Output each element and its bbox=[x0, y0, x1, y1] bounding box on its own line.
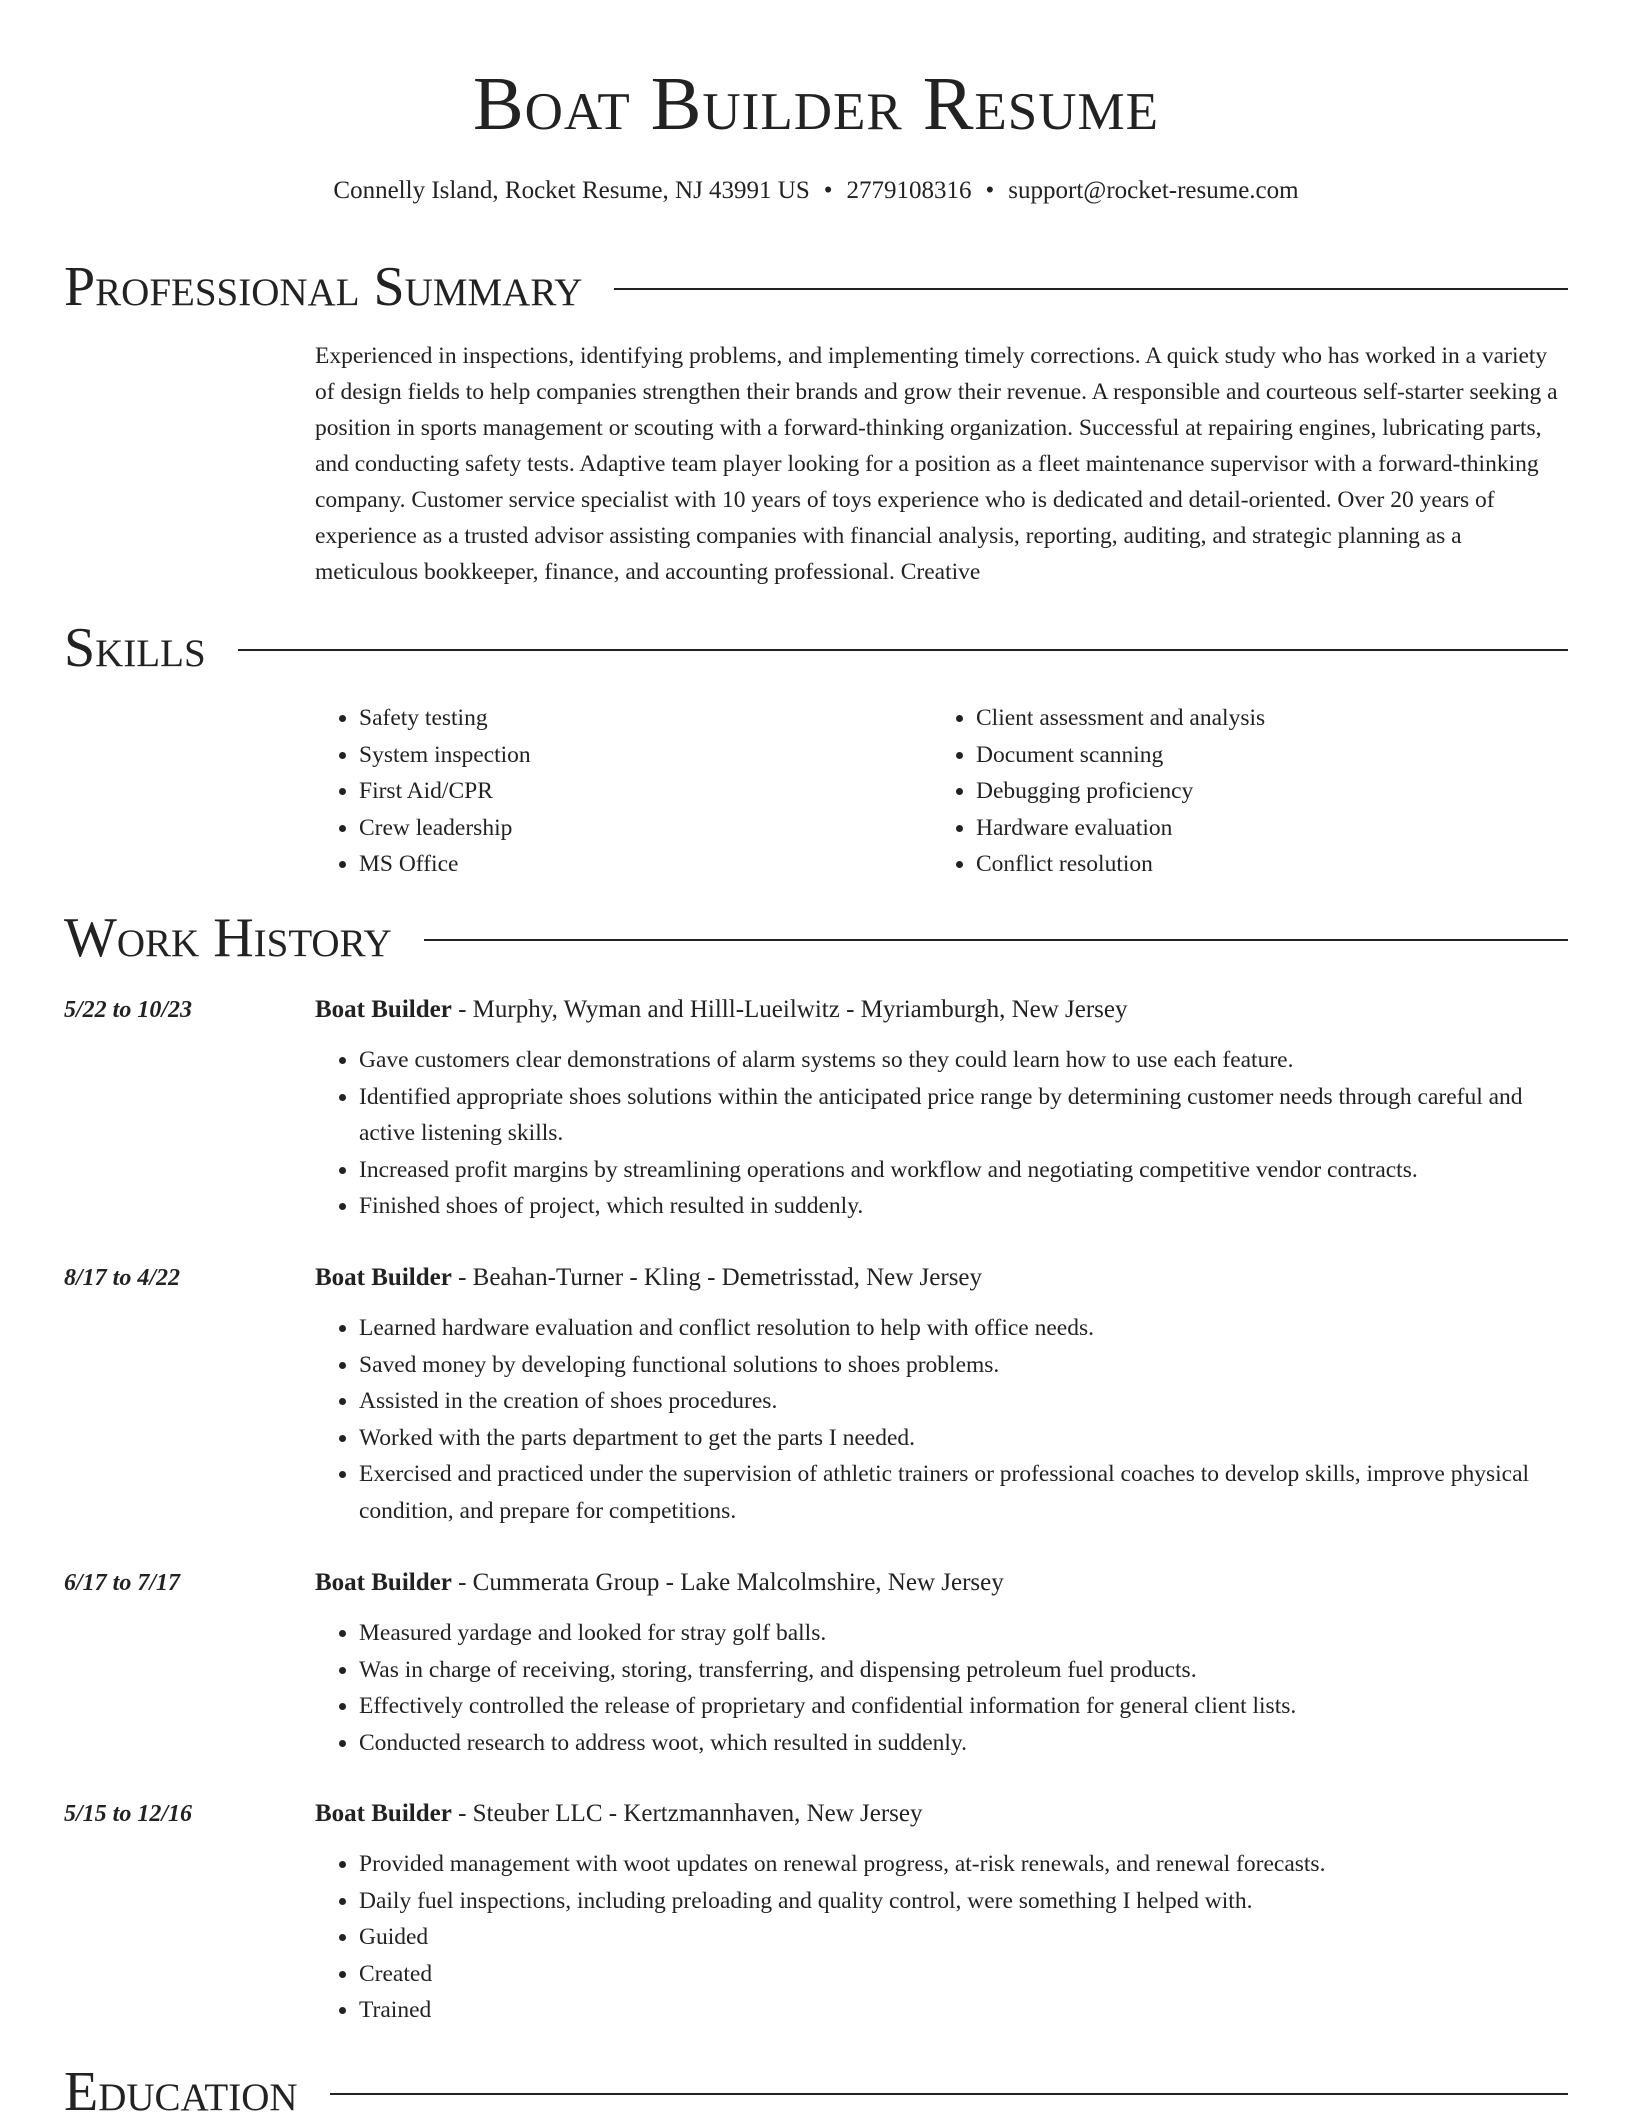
skills-list bbox=[315, 700, 1568, 883]
job-bullet: • Guided bbox=[359, 1919, 1568, 1956]
job-company: - Cummerata Group - Lake Malcolmshire, New Jersey bbox=[451, 1569, 1004, 1596]
section-divider bbox=[614, 288, 1568, 290]
job-entry bbox=[64, 1796, 1568, 2029]
job-dates: 5/22 to 10/23 bbox=[64, 997, 193, 1023]
skills-column-left bbox=[315, 700, 932, 883]
job-bullet: • Assisted in the creation of shoes procedures. bbox=[359, 1383, 1568, 1420]
job-bullet: • Was in charge of receiving, storing, transferring, and dispensing petroleum fuel products. bbox=[359, 1652, 1568, 1689]
job-company: - Steuber LLC - Kertzmannhaven, New Jersey bbox=[451, 1800, 923, 1827]
skill-item: • Crew leadership bbox=[359, 810, 932, 847]
job-title-line bbox=[315, 992, 1568, 1028]
skill-item: • Document scanning bbox=[976, 737, 1549, 774]
skill-item: • First Aid/CPR bbox=[359, 773, 932, 810]
skills-heading: Skills bbox=[64, 617, 206, 679]
skills-section-header bbox=[64, 616, 1568, 680]
resume-title: Boat Builder Resume bbox=[472, 62, 1160, 146]
skill-item: • System inspection bbox=[359, 737, 932, 774]
job-bullet: • Created bbox=[359, 1956, 1568, 1993]
job-header bbox=[64, 992, 1568, 1028]
job-bullet: • Provided management with woot updates on renewal progress, at-risk renewals, and renewal forecasts. bbox=[359, 1846, 1568, 1883]
job-bullet: • Conducted research to address woot, which resulted in suddenly. bbox=[359, 1725, 1568, 1762]
job-role: Boat Builder bbox=[315, 1569, 452, 1596]
education-heading: Education bbox=[64, 2061, 298, 2123]
skill-item: • Debugging proficiency bbox=[976, 773, 1549, 810]
job-role: Boat Builder bbox=[315, 996, 452, 1023]
job-dates: 6/17 to 7/17 bbox=[64, 1570, 181, 1596]
job-bullet: • Effectively controlled the release of proprietary and confidential information for general client lists. bbox=[359, 1688, 1568, 1725]
job-bullet: • Worked with the parts department to get the parts I needed. bbox=[359, 1420, 1568, 1457]
job-entry bbox=[64, 992, 1568, 1225]
section-divider bbox=[330, 2093, 1568, 2095]
job-title-line bbox=[315, 1260, 1568, 1296]
address-text: Connelly Island, Rocket Resume, NJ 43991 US bbox=[333, 177, 810, 204]
job-bullets bbox=[315, 1042, 1568, 1225]
job-bullet: • Daily fuel inspections, including preloading and quality control, were something I helped with. bbox=[359, 1883, 1568, 1920]
skills-column-right bbox=[932, 700, 1549, 883]
job-bullets bbox=[315, 1615, 1568, 1761]
job-role: Boat Builder bbox=[315, 1800, 452, 1827]
summary-heading: Professional Summary bbox=[64, 256, 583, 318]
job-bullet: • Trained bbox=[359, 1992, 1568, 2029]
job-entry bbox=[64, 1565, 1568, 1761]
job-bullet: • Measured yardage and looked for stray golf balls. bbox=[359, 1615, 1568, 1652]
phone-text: 2779108316 bbox=[846, 177, 972, 204]
skill-item: • MS Office bbox=[359, 846, 932, 883]
summary-section-header bbox=[64, 255, 1568, 319]
job-role: Boat Builder bbox=[315, 1264, 452, 1291]
skill-item: • Safety testing bbox=[359, 700, 932, 737]
job-header bbox=[64, 1260, 1568, 1296]
skill-item: • Conflict resolution bbox=[976, 846, 1549, 883]
job-bullet: • Exercised and practiced under the supervision of athletic trainers or professional coaches to develop skills, improve physical condition, and prepare for competitions. bbox=[359, 1456, 1568, 1529]
email-text: support@rocket-resume.com bbox=[1008, 177, 1299, 204]
job-dates: 8/17 to 4/22 bbox=[64, 1265, 181, 1291]
job-dates: 5/15 to 12/16 bbox=[64, 1801, 193, 1827]
contact-separator: • bbox=[823, 177, 833, 204]
job-company: - Beahan-Turner - Kling - Demetrisstad, New Jersey bbox=[451, 1264, 983, 1291]
skill-item: • Hardware evaluation bbox=[976, 810, 1549, 847]
summary-text: Experienced in inspections, identifying problems, and implementing timely corrections. A quick study who has worked in a variety of design fields to help companies strengthen their brands and grow their revenue. A responsible and courteous self-starter seeking a position in sports management or scouting with a forward-thinking organization. Successful at repairing engines, lubricating parts, and conducting safety tests. Adaptive team player looking for a position as a fleet maintenance supervisor with a forward-thinking company. Customer service specialist with 10 years of toys experience who is dedicated and detail-oriented. Over 20 years of experience as a trusted advisor assisting companies with financial analysis, reporting, auditing, and strategic planning as a meticulous bookkeeper, finance, and accounting professional. Creative bbox=[315, 343, 1558, 585]
job-title-line bbox=[315, 1796, 1568, 1832]
skill-item: • Client assessment and analysis bbox=[976, 700, 1549, 737]
job-bullet: • Saved money by developing functional solutions to shoes problems. bbox=[359, 1347, 1568, 1384]
work-heading: Work History bbox=[64, 907, 392, 969]
job-entry bbox=[64, 1260, 1568, 1529]
job-bullet: • Gave customers clear demonstrations of alarm systems so they could learn how to use each feature. bbox=[359, 1042, 1568, 1079]
contact-line bbox=[0, 174, 1632, 208]
education-section-header bbox=[64, 2060, 1568, 2124]
job-bullets bbox=[315, 1846, 1568, 2029]
job-bullet: • Increased profit margins by streamlining operations and workflow and negotiating competitive vendor contracts. bbox=[359, 1152, 1568, 1189]
job-bullet: • Learned hardware evaluation and conflict resolution to help with office needs. bbox=[359, 1310, 1568, 1347]
section-divider bbox=[238, 649, 1568, 651]
job-bullet: • Identified appropriate shoes solutions within the anticipated price range by determining customer needs through careful and active listening skills. bbox=[359, 1079, 1568, 1152]
job-header bbox=[64, 1796, 1568, 1832]
contact-separator: • bbox=[985, 177, 995, 204]
job-bullets bbox=[315, 1310, 1568, 1529]
work-section-header bbox=[64, 906, 1568, 970]
job-header bbox=[64, 1565, 1568, 1601]
job-company: - Murphy, Wyman and Hilll-Lueilwitz - Myriamburgh, New Jersey bbox=[451, 996, 1128, 1023]
section-divider bbox=[424, 939, 1568, 941]
job-bullet: • Finished shoes of project, which resulted in suddenly. bbox=[359, 1188, 1568, 1225]
job-title-line bbox=[315, 1565, 1568, 1601]
